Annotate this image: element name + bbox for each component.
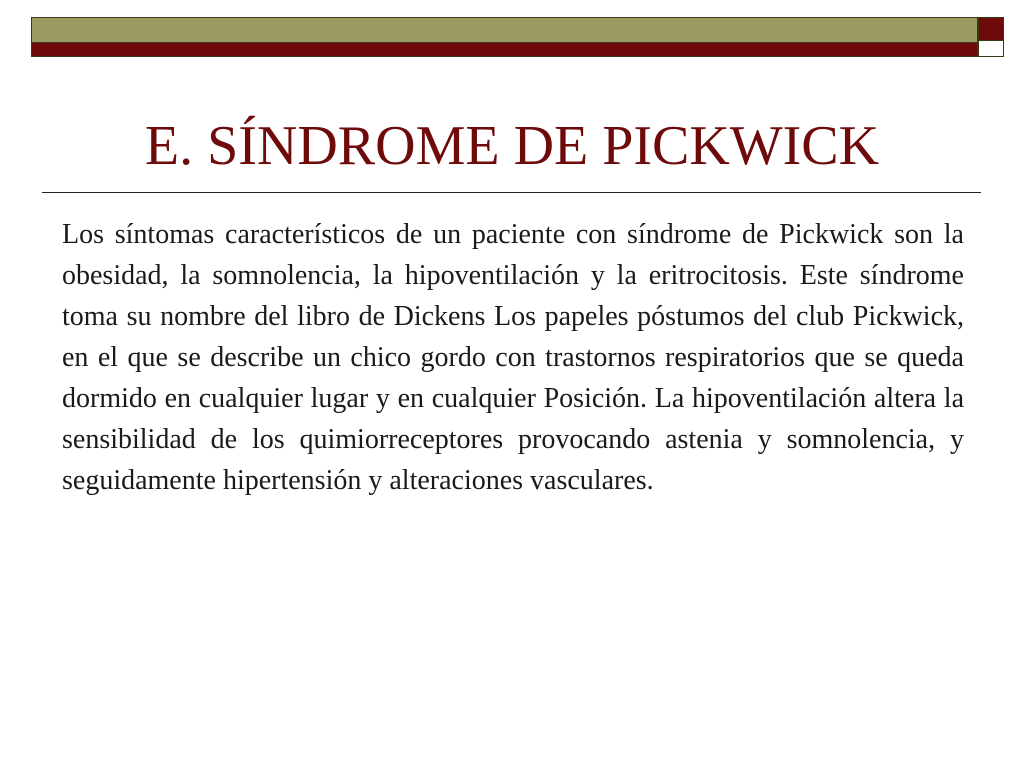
title-divider — [42, 192, 981, 193]
header-corner-square-lower — [978, 41, 1004, 57]
header-corner-square — [978, 17, 1004, 41]
slide-body-text: Los síntomas característicos de un paciente con síndrome de Pickwick son la obesidad, la somnolencia, la hipoventilación y la eritrocitosis. Este síndrome toma su nombre del libro de Dickens Los papeles póstumos del club Pickwick, en el que se describe un chico gordo con trastornos respiratorios que se queda dormido en cualquier lugar y en cualquier Posición. La hipoventilación altera la sensibilidad de los quimiorreceptores provocando astenia y somnolencia, y seguidamente hipertensión y alteraciones vasculares. — [62, 219, 964, 496]
header-maroon-stripe — [32, 43, 977, 56]
header-olive-stripe — [32, 18, 977, 43]
header-decoration-bar — [31, 17, 978, 57]
slide-title: E. SÍNDROME DE PICKWICK — [144, 115, 880, 177]
